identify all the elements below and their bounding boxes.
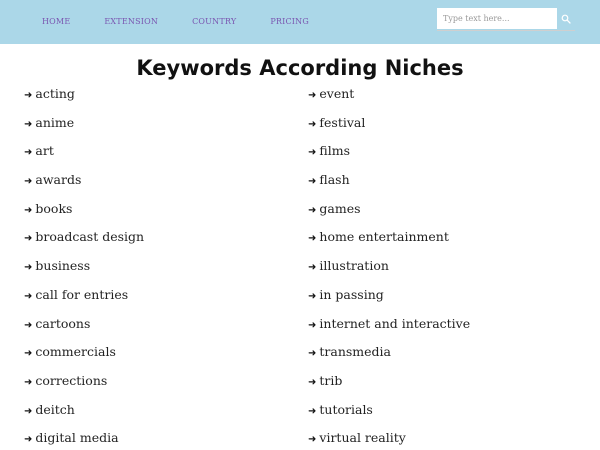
keyword-list-right [308, 83, 470, 450]
keyword-link[interactable]: flash [319, 172, 350, 188]
keyword-item [308, 198, 470, 227]
keyword-item [308, 255, 470, 284]
arrow-right-icon: ➜ [24, 204, 33, 216]
arrow-right-icon: ➜ [24, 176, 33, 188]
keyword-link[interactable]: corrections [35, 372, 108, 388]
keyword-link[interactable]: digital media [35, 430, 119, 446]
keyword-item [24, 341, 144, 370]
keyword-link[interactable]: transmedia [319, 344, 392, 360]
keyword-item [308, 399, 470, 428]
keyword-link[interactable]: anime [35, 114, 75, 130]
keyword-item [308, 169, 470, 198]
arrow-right-icon: ➜ [308, 176, 317, 188]
keyword-item [308, 427, 470, 450]
keyword-link[interactable]: deitch [35, 401, 75, 417]
arrow-right-icon: ➜ [24, 405, 33, 417]
keyword-item [308, 313, 470, 342]
search-icon [561, 14, 571, 24]
keyword-link[interactable]: acting [35, 86, 75, 101]
keyword-link[interactable]: business [35, 258, 91, 274]
keyword-item [308, 140, 470, 169]
page-title: Keywords According Niches [136, 56, 464, 80]
search-box [437, 8, 575, 31]
arrow-right-icon: ➜ [308, 290, 317, 302]
keyword-item [308, 226, 470, 255]
keyword-item [24, 226, 144, 255]
keyword-item [24, 112, 144, 141]
keyword-item [308, 284, 470, 313]
arrow-right-icon: ➜ [308, 147, 317, 159]
search-input[interactable] [437, 8, 557, 29]
nav-extension-link[interactable]: EXTENSION [104, 17, 159, 26]
keyword-list-left [24, 83, 144, 450]
keyword-item [24, 313, 144, 342]
keyword-item [24, 399, 144, 428]
keyword-link[interactable]: tutorials [319, 401, 373, 417]
arrow-right-icon: ➜ [308, 405, 317, 417]
arrow-right-icon: ➜ [24, 262, 33, 274]
keyword-link[interactable]: cartoons [35, 315, 91, 331]
arrow-right-icon: ➜ [24, 233, 33, 245]
keyword-link[interactable]: virtual reality [319, 430, 406, 446]
keyword-link[interactable]: festival [319, 114, 366, 130]
arrow-right-icon: ➜ [308, 233, 317, 245]
keyword-item [308, 370, 470, 399]
keyword-item [308, 112, 470, 141]
keyword-item [24, 198, 144, 227]
keyword-link[interactable]: awards [35, 172, 82, 188]
keyword-item [24, 255, 144, 284]
keyword-link[interactable]: books [35, 200, 73, 216]
keyword-item [24, 83, 144, 112]
keyword-link[interactable]: in passing [319, 286, 384, 302]
arrow-right-icon: ➜ [308, 90, 317, 101]
arrow-right-icon: ➜ [24, 290, 33, 302]
keyword-item [308, 83, 470, 112]
search-button[interactable] [557, 8, 575, 29]
keyword-link[interactable]: call for entries [35, 286, 129, 302]
keyword-link[interactable]: event [319, 86, 355, 101]
arrow-right-icon: ➜ [24, 348, 33, 360]
arrow-right-icon: ➜ [308, 118, 317, 130]
keyword-item [308, 341, 470, 370]
arrow-right-icon: ➜ [308, 319, 317, 331]
arrow-right-icon: ➜ [24, 147, 33, 159]
keyword-item [24, 169, 144, 198]
keyword-item [24, 370, 144, 399]
arrow-right-icon: ➜ [24, 319, 33, 331]
keyword-link[interactable]: internet and interactive [319, 315, 471, 331]
top-navigation-bar [0, 0, 600, 44]
arrow-right-icon: ➜ [24, 118, 33, 130]
keyword-link[interactable]: art [35, 143, 54, 159]
keyword-link[interactable]: commercials [35, 344, 116, 360]
keyword-link[interactable]: films [319, 143, 350, 159]
arrow-right-icon: ➜ [308, 204, 317, 216]
keyword-link[interactable]: trib [319, 372, 343, 388]
keyword-link[interactable]: games [319, 200, 361, 216]
arrow-right-icon: ➜ [308, 262, 317, 274]
arrow-right-icon: ➜ [24, 90, 33, 101]
arrow-right-icon: ➜ [308, 434, 317, 446]
keyword-item [24, 284, 144, 313]
keyword-link[interactable]: broadcast design [35, 229, 145, 245]
keyword-item [24, 427, 144, 450]
arrow-right-icon: ➜ [24, 434, 33, 446]
nav-country-link[interactable]: COUNTRY [192, 17, 237, 26]
keyword-link[interactable]: illustration [319, 258, 389, 274]
arrow-right-icon: ➜ [24, 376, 33, 388]
arrow-right-icon: ➜ [308, 376, 317, 388]
nav-pricing-link[interactable]: PRICING [270, 17, 309, 26]
arrow-right-icon: ➜ [308, 348, 317, 360]
main-nav [28, 0, 323, 44]
keyword-item [24, 140, 144, 169]
nav-home-link[interactable]: HOME [42, 17, 71, 26]
keyword-link[interactable]: home entertainment [319, 229, 449, 245]
